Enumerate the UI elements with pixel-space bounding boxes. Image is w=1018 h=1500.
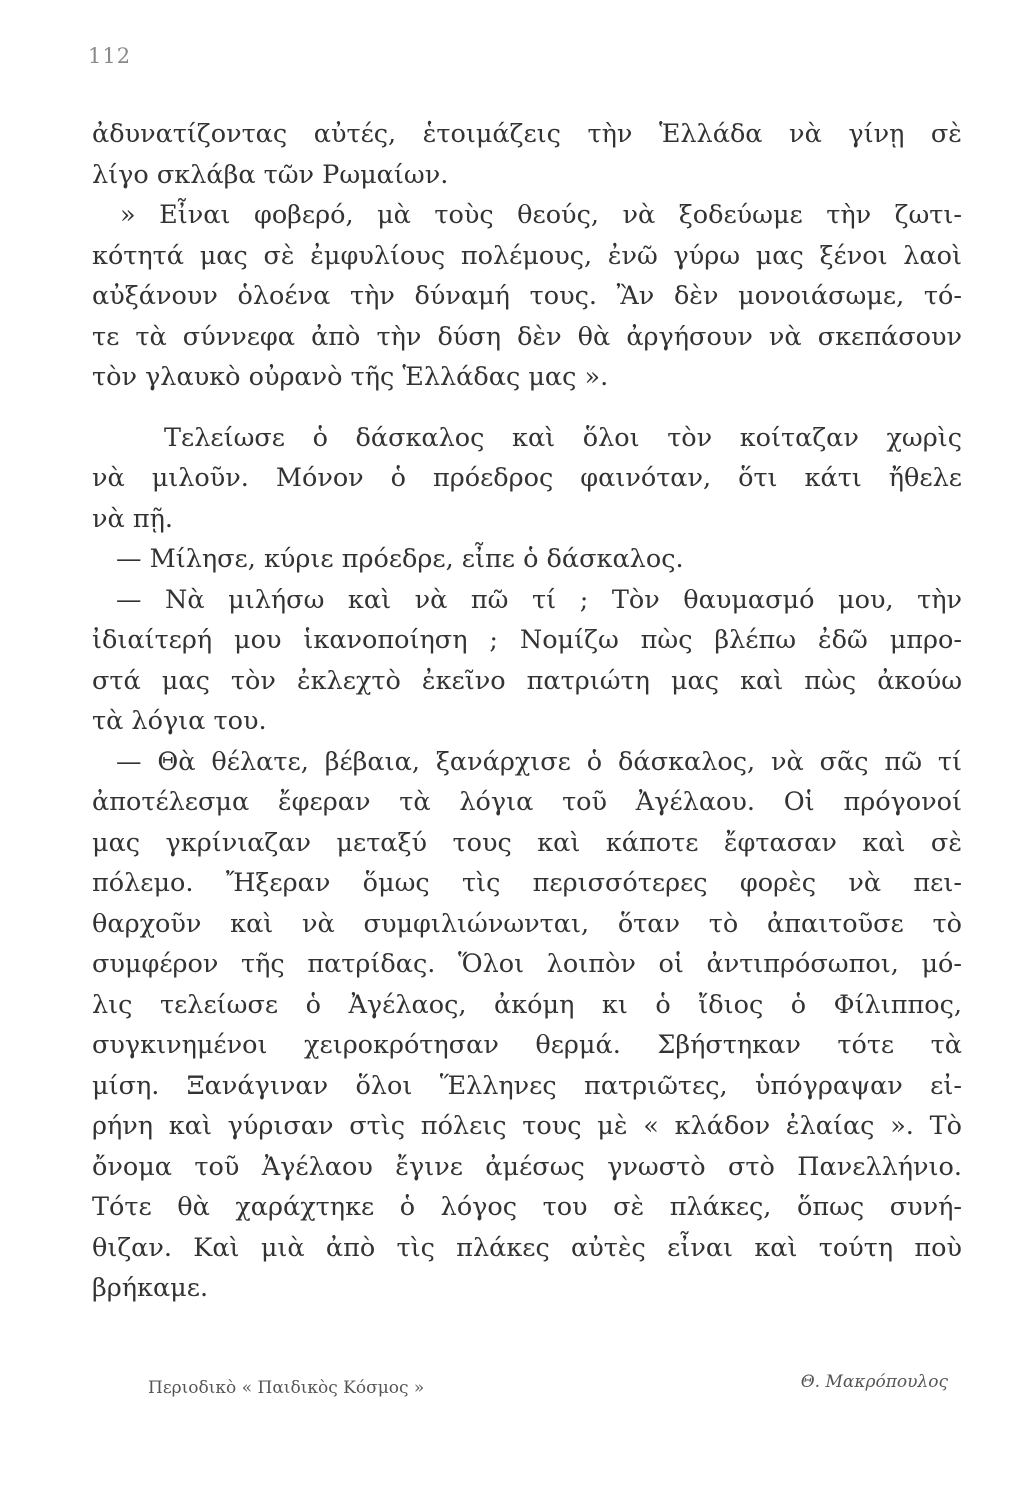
source-citation: Περιοδικὸ « Παιδικὸς Κόσμος » [148, 1378, 425, 1398]
text-line: κότητά μας σὲ ἐμφυλίους πολέμους, ἐνῶ γύρω μας ξένοι λαοὶ [92, 240, 962, 271]
text-line: βρήκαμε. [92, 1273, 209, 1303]
text-line: ἀποτέλεσμα ἔφεραν τὰ λόγια τοῦ Ἀγέλαου. Οἱ πρόγονοί [92, 787, 962, 817]
text-line: τὸν γλαυκὸ οὐρανὸ τῆς Ἑλλάδας μας ». [92, 362, 609, 392]
text-line: τε τὰ σύννεφα ἀπὸ τὴν δύση δὲν θὰ ἀργήσουν νὰ σκεπάσουν [92, 321, 962, 352]
text-line: θαρχοῦν καὶ νὰ συμφιλιώνωνται, ὅταν τὸ ἀπαιτοῦσε τὸ [92, 908, 962, 939]
text-line: ἰδιαίτερή μου ἱκανοποίηση ; Νομίζω πὼς βλέπω ἐδῶ μπρο- [92, 625, 962, 655]
text-line: — Θὰ θέλατε, βέβαια, ξανάρχισε ὁ δάσκαλος, νὰ σᾶς πῶ τί [116, 746, 962, 777]
author-name: Θ. Μακρόπουλος [800, 1372, 948, 1392]
text-line: νὰ πῇ. [92, 503, 173, 534]
text-line: νὰ μιλοῦν. Μόνον ὁ πρόεδρος φαινόταν, ὅτι κάτι ἤθελε [92, 463, 962, 493]
text-line: τὰ λόγια του. [92, 706, 267, 736]
text-line: συγκινημένοι χειροκρότησαν θερμά. Σβήστηκαν τότε τὰ [92, 1030, 962, 1060]
text-line: — Νὰ μιλήσω καὶ νὰ πῶ τί ; Τὸν θαυμασμό μου, τὴν [116, 584, 962, 615]
text-line: μίση. Ξανάγιναν ὅλοι Ἕλληνες πατριῶτες, ὑπόγραψαν εἰ- [92, 1070, 962, 1101]
text-line: — Μίλησε, κύριε πρόεδρε, εἶπε ὁ δάσκαλος. [116, 544, 684, 574]
paragraph-gap [92, 398, 962, 418]
text-line: θιζαν. Καὶ μιὰ ἀπὸ τὶς πλάκες αὐτὲς εἶναι καὶ τούτη ποὺ [92, 1232, 962, 1263]
text-line: Τότε θὰ χαράχτηκε ὁ λόγος του σὲ πλάκες, ὅπως συνή- [92, 1192, 962, 1222]
text-line: ρήνη καὶ γύρισαν στὶς πόλεις τους μὲ « κλάδον ἐλαίας ». Τὸ [92, 1111, 962, 1141]
text-line: αὐξάνουν ὁλοένα τὴν δύναμή τους. Ἂν δὲν μονοιάσωμε, τό- [92, 281, 962, 311]
footer [148, 1372, 948, 1408]
text-line: συμφέρον τῆς πατρίδας. Ὅλοι λοιπὸν οἱ ἀντιπρόσωποι, μό- [92, 949, 962, 979]
body-text [92, 114, 962, 1309]
text-line: λίγο σκλάβα τῶν Ρωμαίων. [92, 159, 449, 190]
text-line: ὄνομα τοῦ Ἀγέλαου ἔγινε ἀμέσως γνωστὸ στὸ Πανελλήνιο. [92, 1151, 962, 1182]
text-line: Τελείωσε ὁ δάσκαλος καὶ ὅλοι τὸν κοίταζαν χωρὶς [164, 422, 962, 453]
text-line: στά μας τὸν ἐκλεχτὸ ἐκεῖνο πατριώτη μας καὶ πὼς ἀκούω [92, 665, 962, 696]
text-line: » Εἶναι φοβερό, μὰ τοὺς θεούς, νὰ ξοδεύωμε τὴν ζωτι- [120, 200, 962, 230]
text-line: λις τελείωσε ὁ Ἀγέλαος, ἀκόμη κι ὁ ἴδιος ὁ Φίλιππος, [92, 989, 962, 1020]
page-number: 112 [88, 44, 132, 68]
text-line: μας γκρίνιαζαν μεταξύ τους καὶ κάποτε ἔφτασαν καὶ σὲ [92, 827, 962, 858]
text-line: ἀδυνατίζοντας αὐτές, ἑτοιμάζεις τὴν Ἑλλάδα νὰ γίνῃ σὲ [92, 119, 962, 149]
text-line: πόλεμο. Ἤξεραν ὅμως τὶς περισσότερες φορὲς νὰ πει- [92, 868, 962, 898]
